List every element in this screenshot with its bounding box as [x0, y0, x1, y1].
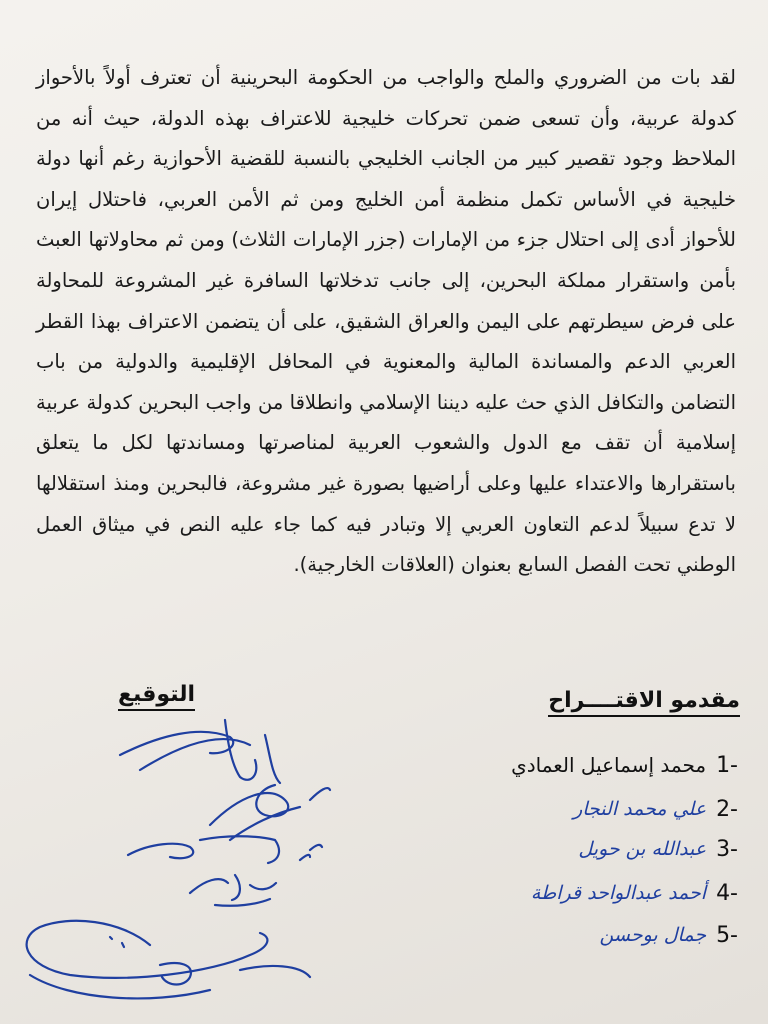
list-item	[408, 829, 738, 869]
signature-1	[120, 720, 280, 783]
proposer-name: محمد إسماعيل العمادي	[511, 753, 707, 777]
list-item	[408, 873, 738, 913]
proposer-number: 2-	[716, 796, 738, 822]
proposer-number: 5-	[716, 922, 738, 948]
proposal-paragraph: لقد بات من الضروري والملح والواجب من الحكومة البحرينية أن تعترف أولاً بالأحواز كدولة عربية، وأن تسعى ضمن تحركات خليجية للاعتراف بهذه الدولة، حيث أنه من الملاحظ وجود تقصير كبير من الجانب الخليجي بالنسبة للقضية الأحوازية رغم أنها دولة خليجية في الأساس تكمل منظمة أمن الخليج ومن ثم الأمن العربي، فاحتلال إيران للأحواز أدى إلى احتلال جزء من الإمارات (جزر الإمارات الثلاث) ومن ثم محاولاتها العبث بأمن واستقرار مملكة البحرين، إلى جانب تدخلاتها السافرة غير المشروعة للمحاولة على فرض سيطرتهم على اليمن والعراق الشقيق، على أن يتضمن الاعتراف بهذا القطر العربي الدعم والمساندة المالية والمعنوية في المحافل الإقليمية والدولية من باب التضامن والتكافل الذي حث عليه ديننا الإسلامي وانطلاقا من واجب البحرين كدولة عربية إسلامية أن تقف مع الدول والشعوب العربية لمناصرتها ومساندتها لكل ما يتعلق باستقرارها والاعتداء عليها وعلى أراضيها بصورة غير مشروعة، فالبحرين ومنذ استقلالها لا تدع سبيلاً لدعم التعاون العربي إلا وتبادر فيه كما جاء عليه النص في ميثاق العمل الوطني تحت الفصل السابع بعنوان (العلاقات الخارجية).	[36, 66, 736, 577]
signature-heading: التوقيع	[118, 682, 195, 711]
handwritten-name: عبدالله بن حويل	[578, 838, 707, 860]
proposers-heading: مقدمو الاقتــــراح	[548, 688, 740, 717]
handwritten-name: أحمد عبدالواحد قراطة	[530, 882, 707, 904]
handwritten-name: جمال بوحسن	[599, 924, 707, 946]
signature-4	[190, 875, 276, 906]
list-item	[408, 745, 738, 785]
signature-2	[210, 785, 330, 840]
proposer-number: 3-	[716, 836, 738, 862]
handwritten-name: علي محمد النجار	[573, 798, 707, 820]
list-item	[408, 915, 738, 955]
signature-3	[128, 836, 322, 863]
signatures-area	[10, 715, 350, 1015]
signature-5	[27, 921, 310, 999]
signature-5-dot	[110, 937, 124, 947]
list-item	[408, 789, 738, 829]
proposer-number: 4-	[716, 880, 738, 906]
proposer-number: 1-	[716, 752, 738, 778]
